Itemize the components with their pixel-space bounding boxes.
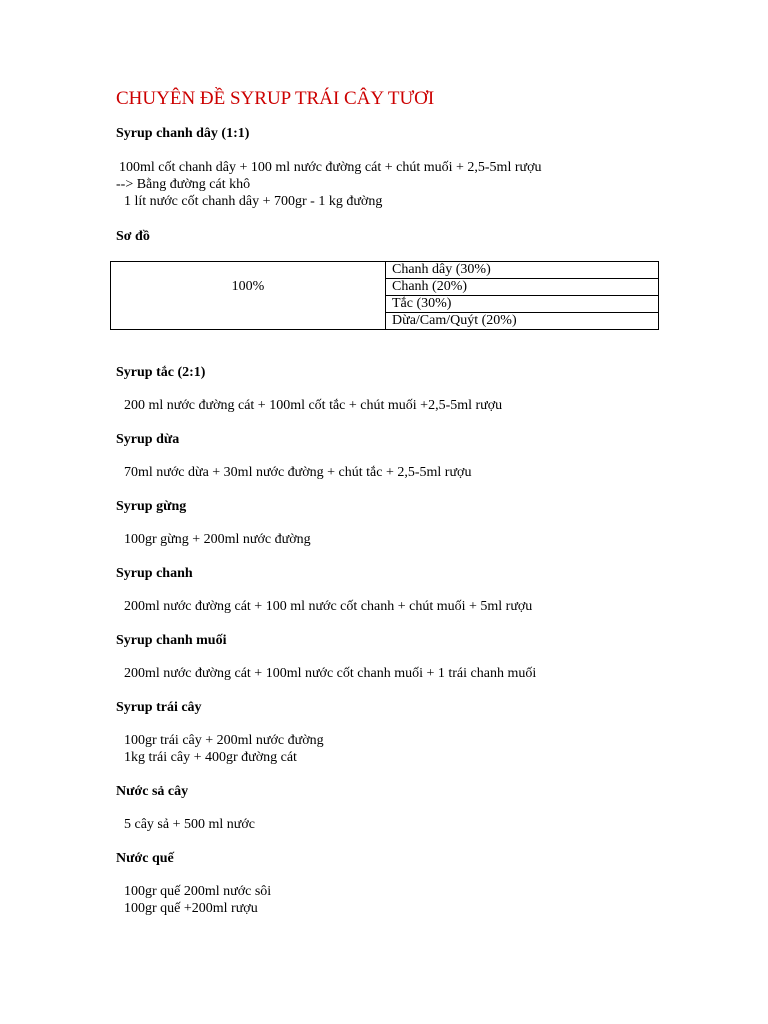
text-line: 100gr gừng + 200ml nước đường — [124, 532, 311, 547]
heading-syrup-tac: Syrup tắc (2:1) — [116, 365, 206, 380]
heading-syrup-chanh: Syrup chanh — [116, 566, 193, 581]
text-line: 70ml nước dừa + 30ml nước đường + chút tắc + 2,5-5ml rượu — [124, 465, 472, 480]
ratio-cell: Dừa/Cam/Quýt (20%) — [386, 313, 659, 330]
heading-syrup-chanh-day: Syrup chanh dây (1:1) — [116, 126, 250, 141]
text-line: 1kg trái cây + 400gr đường cát — [124, 750, 297, 765]
text-line: --> Bằng đường cát khô — [116, 177, 251, 192]
heading-syrup-dua: Syrup dừa — [116, 432, 180, 447]
text-line: 200 ml nước đường cát + 100ml cốt tắc + chút muối +2,5-5ml rượu — [124, 398, 503, 413]
heading-syrup-trai-cay: Syrup trái cây — [116, 700, 202, 715]
ratio-table — [110, 261, 659, 330]
heading-so-do: Sơ đồ — [116, 229, 150, 244]
ratio-cell: Chanh (20%) — [386, 279, 659, 296]
text-line: 1 lít nước cốt chanh dây + 700gr - 1 kg đường — [124, 194, 383, 209]
heading-nuoc-sa-cay: Nước sả cây — [116, 784, 189, 799]
heading-syrup-gung: Syrup gừng — [116, 499, 187, 514]
ratio-cell: Chanh dây (30%) — [386, 262, 659, 279]
heading-nuoc-que: Nước quế — [116, 851, 174, 866]
text-line: 100gr quế 200ml nước sôi — [124, 884, 272, 899]
ratio-cell: Tắc (30%) — [386, 296, 659, 313]
document-title: CHUYÊN ĐỀ SYRUP TRÁI CÂY TƯƠI — [116, 88, 435, 109]
text-line: 200ml nước đường cát + 100 ml nước cốt chanh + chút muối + 5ml rượu — [124, 599, 533, 614]
heading-syrup-chanh-muoi: Syrup chanh muối — [116, 633, 227, 648]
table-row — [111, 262, 659, 279]
text-line: 200ml nước đường cát + 100ml nước cốt chanh muối + 1 trái chanh muối — [124, 666, 537, 681]
text-line: 100gr trái cây + 200ml nước đường — [124, 733, 324, 748]
text-line: 100ml cốt chanh dây + 100 ml nước đường cát + chút muối + 2,5-5ml rượu — [119, 160, 542, 175]
text-line: 100gr quế +200ml rượu — [124, 901, 258, 916]
text-line: 5 cây sả + 500 ml nước — [124, 817, 255, 832]
ratio-total-cell: 100% — [111, 262, 386, 330]
